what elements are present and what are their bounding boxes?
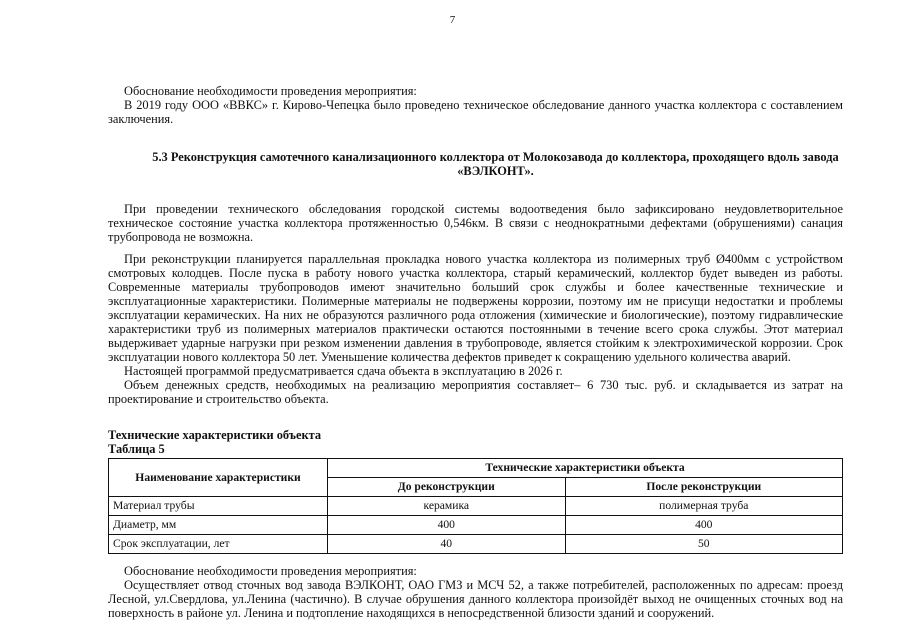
row-after: 400 [565,516,842,535]
section-title: 5.3 Реконструкция самотечного канализационного коллектора от Молокозавода до коллектора, проходящего вдоль завода «ВЭЛКОНТ». [152,150,839,178]
table-label: Таблица 5 [108,442,165,456]
section-paragraph-2: При реконструкции планируется параллельная прокладка нового участка коллектора из полимерных труб Ø400мм с устройством смотровых колодцев. После пуска в работу нового участка коллектора, старый керамический, коллектор будет выведен из работы. Современные материалы трубопроводов имеют значительно больший срок службы и более качественные технические и эксплуатационные характеристики. Полимерные материалы не подвержены коррозии, поэтому им не присущи недостатки и проблемы эксплуатации керамических. На них не образуются различного рода отложения (химические и биологические), поэтому гидравлические характеристики труб из полимерных материалов практически остаются постоянными в течение всего срока службы. Этот материал выдерживает ударные нагрузки при резком изменении давления в трубопроводе, является стойким к электрохимической коррозии. Срок эксплуатации нового коллектора 50 лет. Уменьшение количества дефектов приведет к сокращению удельного количества аварий. [108,252,843,364]
section-paragraph-3: Настоящей программой предусматривается сдача объекта в эксплуатацию в 2026 г. [124,364,563,378]
row-before: 400 [328,516,566,535]
justification-heading: Обоснование необходимости проведения мероприятия: [124,564,417,578]
intro-text: В 2019 году ООО «ВВКС» г. Кирово-Чепецка было проведено техническое обследование данного участка коллектора с составлением заключения. [108,98,843,126]
table-title: Технические характеристики объекта [108,428,322,442]
table-row [109,535,843,554]
document-body [108,84,843,620]
row-before: 40 [328,535,566,554]
table-header-name: Наименование характеристики [109,459,328,497]
row-before: керамика [328,497,566,516]
characteristics-table [108,458,843,554]
row-name: Срок эксплуатации, лет [109,535,328,554]
table-header-group: Технические характеристики объекта [328,459,843,478]
justification-text: Осуществляет отвод сточных вод завода ВЭЛКОНТ, ОАО ГМЗ и МСЧ 52, а также потребителей, расположенных по адресам: проезд Лесной, ул.Свердлова, ул.Ленина (частично). В случае обрушения данного коллектора произойдёт выход не очищенных сточных вод на поверхность в районе ул. Ленина и подтопление находящихся в непосредственной близости зданий и сооружений. [108,578,843,620]
row-after: полимерная труба [565,497,842,516]
section-paragraph-1: При проведении технического обследования городской системы водоотведения было зафиксировано неудовлетворительное техническое состояние участка коллектора протяженностью 0,546км. В связи с неоднократными дефектами (обрушениями) санация трубопровода не возможна. [108,202,843,244]
table-header-before: До реконструкции [328,478,566,497]
table-header-after: После реконструкции [565,478,842,497]
table-row [109,516,843,535]
section-paragraph-4: Объем денежных средств, необходимых на реализацию мероприятия составляет– 6 730 тыс. руб. и складывается из затрат на проектирование и строительство объекта. [108,378,843,406]
intro-heading: Обоснование необходимости проведения мероприятия: [124,84,417,98]
row-name: Материал трубы [109,497,328,516]
table-row [109,497,843,516]
row-name: Диаметр, мм [109,516,328,535]
row-after: 50 [565,535,842,554]
page-number: 7 [449,14,456,26]
